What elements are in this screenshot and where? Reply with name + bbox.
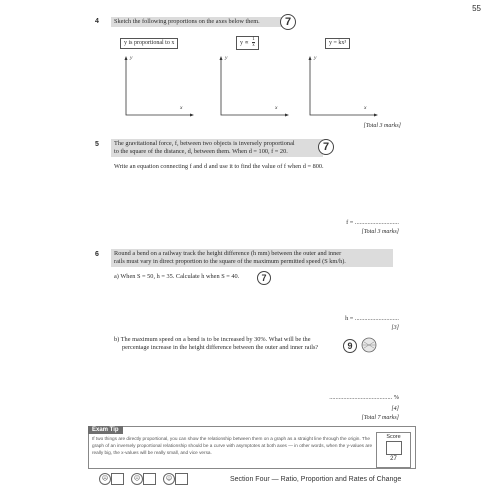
- q6b-marks: [4]: [391, 406, 399, 412]
- q5-total-marks: [Total 3 marks]: [361, 229, 399, 235]
- axis-label-y-1: y: [130, 55, 133, 61]
- question-6b-prompt-line-2: percentage increase in the height difference between the outer and inner rails?: [122, 344, 319, 351]
- q4-total-marks: [Total 3 marks]: [363, 123, 401, 129]
- question-5-prompt: [111, 139, 323, 157]
- axis-label-x-2: x: [275, 105, 278, 111]
- axis-label-x-3: x: [364, 105, 367, 111]
- arrow-x-3: [374, 114, 378, 117]
- question-5-number: 5: [95, 141, 99, 148]
- question-6-prompt-line-1: Round a bend on a railway track the height difference (h mm) between the outer and inner: [114, 250, 342, 257]
- score-input-box[interactable]: [386, 441, 402, 455]
- question-6-number: 6: [95, 251, 99, 258]
- arrow-x-2: [285, 114, 289, 117]
- question-5-instruction: Write an equation connecting f and d and use it to find the value of f when d = 800.: [114, 163, 324, 170]
- fraction-denominator: x: [252, 43, 255, 49]
- question-6-prompt-line-2: rails must vary in direct proportion to the square of the maximum permitted speed (S km/h).: [114, 258, 346, 265]
- question-4-number: 4: [95, 18, 99, 25]
- question-6b-answer-line: ........................................ %: [329, 394, 399, 401]
- difficulty-badge: 7: [280, 14, 296, 30]
- question-6a-prompt: a) When S = 50, h = 35. Calculate h when S = 40.: [114, 273, 240, 280]
- q6-total-marks: [Total 7 marks]: [361, 415, 399, 421]
- exam-tip-text: If two things are directly proportional, you can show the relationship between them on a graph as a straight line through the origin. The graph of an inversely proportional relationship should be a curve with asymptotes at both axes — in other words, when the y-values are really big, the x-values will be really small, and vice versa.: [92, 436, 373, 455]
- self-assess-checkbox[interactable]: [143, 473, 156, 485]
- self-assess-checkbox[interactable]: [111, 473, 124, 485]
- proportion-inverse-label: y ∝: [240, 40, 249, 46]
- happy-face-icon: ☺: [163, 473, 175, 485]
- question-5-prompt-line-1: The gravitational force, f, between two objects is inversely proportional: [114, 140, 295, 147]
- question-6a-answer-line: h = ............................: [345, 315, 399, 322]
- question-5-answer-line: f = ............................: [346, 219, 399, 226]
- footer-section-title: Section Four — Ratio, Proportion and Rates of Change: [230, 476, 402, 483]
- question-6b-prompt-line-1: b) The maximum speed on a bend is to be increased by 30%. What will be the: [114, 336, 311, 343]
- axis-label-y-2: y: [225, 55, 228, 61]
- question-5-prompt-line-2: to the square of the distance, d, between them. When d = 100, f = 20.: [114, 148, 288, 155]
- proportion-box-direct: y is proportional to x: [120, 38, 178, 49]
- axis-label-y-3: y: [314, 55, 317, 61]
- question-4-prompt: Sketch the following proportions on the axes below them.: [111, 17, 287, 27]
- page-number: 55: [472, 4, 481, 13]
- stopwatch-icon: [359, 336, 379, 354]
- exam-tip-label: Exam Tip: [88, 426, 123, 434]
- arrow-y-2: [220, 56, 223, 60]
- score-total: 27: [390, 456, 397, 462]
- score-label: Score: [386, 434, 401, 440]
- arrow-y-3: [309, 56, 312, 60]
- axis-label-x-1: x: [180, 105, 183, 111]
- difficulty-badge: 9: [343, 339, 357, 353]
- self-assess-checkbox[interactable]: [175, 473, 188, 485]
- arrow-y-1: [125, 56, 128, 60]
- difficulty-badge: 7: [318, 139, 334, 155]
- sad-face-icon: ☹: [99, 473, 111, 485]
- proportion-box-cubic: y = kx³: [325, 38, 350, 49]
- question-6-prompt: [111, 249, 393, 267]
- score-box: [376, 432, 411, 468]
- difficulty-badge: 7: [257, 271, 271, 285]
- fraction-numerator: 1: [252, 37, 255, 43]
- neutral-face-icon: 😐: [131, 473, 143, 485]
- arrow-x-1: [190, 114, 194, 117]
- q6a-marks: [3]: [391, 325, 399, 331]
- question-6b-prompt: [114, 336, 318, 352]
